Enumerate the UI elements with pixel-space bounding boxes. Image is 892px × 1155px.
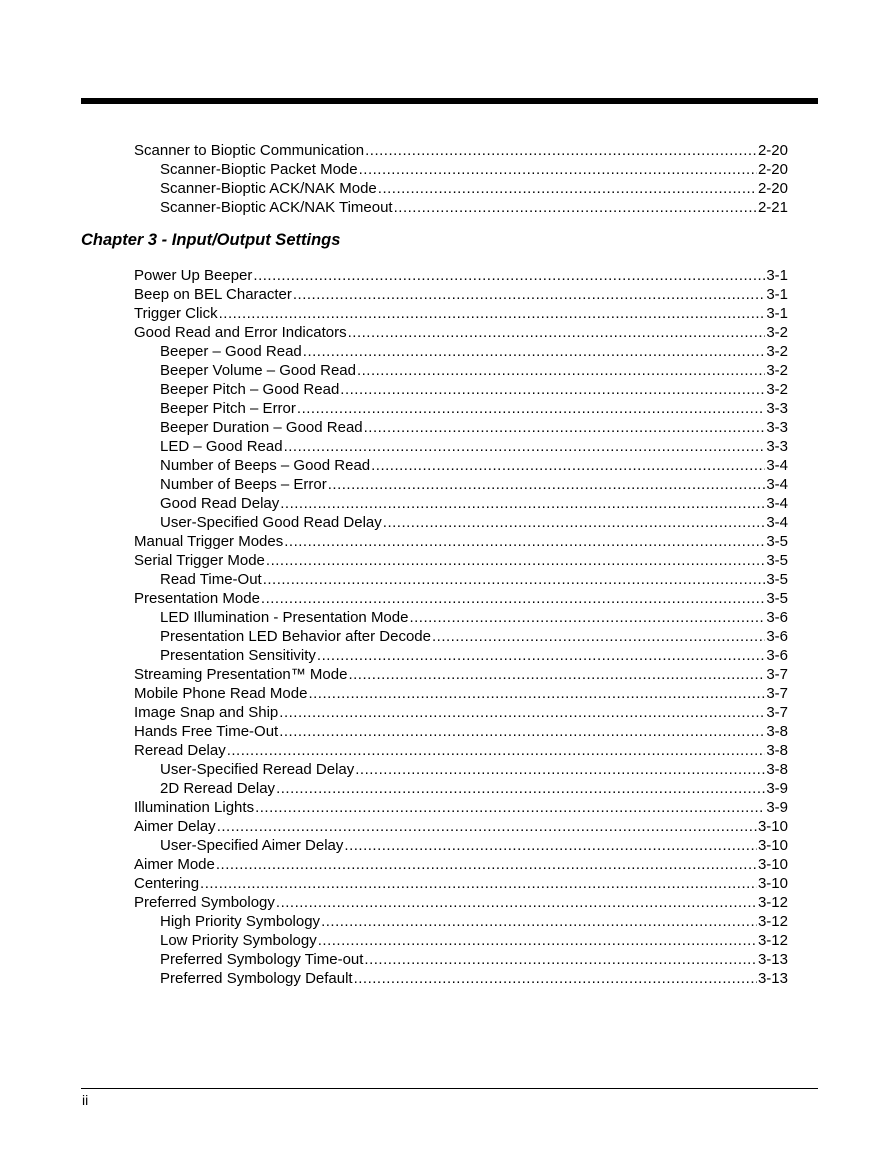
toc-entry-title: Aimer Mode (134, 856, 215, 873)
dot-leader (253, 266, 765, 285)
toc-entry-page: 3-9 (766, 799, 788, 816)
toc-entry-page: 3-6 (766, 647, 788, 664)
dot-leader (318, 931, 757, 950)
dot-leader (432, 627, 765, 646)
dot-leader (364, 950, 757, 969)
dot-leader (394, 198, 757, 217)
toc-entry[interactable] (134, 456, 788, 475)
toc-entry-page: 3-10 (757, 875, 788, 892)
toc-entry[interactable] (134, 855, 788, 874)
toc-entry-page: 3-2 (766, 324, 788, 341)
toc-entry[interactable] (134, 627, 788, 646)
toc-entry-title: Number of Beeps – Good Read (160, 457, 371, 474)
toc-entry[interactable] (134, 741, 788, 760)
toc-entry-page: 3-1 (766, 305, 788, 322)
toc-entry-page: 3-10 (757, 818, 788, 835)
toc-entry[interactable] (134, 323, 788, 342)
dot-leader (359, 160, 757, 179)
dot-leader (276, 779, 765, 798)
toc-entry[interactable] (134, 665, 788, 684)
dot-leader (216, 855, 757, 874)
dot-leader (261, 589, 765, 608)
dot-leader (308, 684, 765, 703)
dot-leader (279, 703, 765, 722)
dot-leader (383, 513, 766, 532)
toc-entry[interactable] (134, 475, 788, 494)
dot-leader (371, 456, 765, 475)
toc-entry-title: Beeper Pitch – Good Read (160, 381, 340, 398)
dot-leader (364, 418, 766, 437)
toc-entry[interactable] (134, 532, 788, 551)
toc-entry-title: Presentation Mode (134, 590, 260, 607)
dot-leader (344, 836, 757, 855)
dot-leader (293, 285, 765, 304)
toc-entry-page: 3-7 (766, 666, 788, 683)
toc-entry[interactable] (134, 836, 788, 855)
toc-entry-page: 3-2 (766, 343, 788, 360)
dot-leader (217, 817, 757, 836)
toc-entry-page: 3-12 (757, 913, 788, 930)
toc-entry-page: 3-10 (757, 856, 788, 873)
dot-leader (365, 141, 757, 160)
toc-entry-page: 3-8 (766, 761, 788, 778)
dot-leader (279, 722, 765, 741)
toc-entry-page: 3-5 (766, 590, 788, 607)
toc-entry[interactable] (134, 342, 788, 361)
dot-leader (348, 323, 766, 342)
toc-entry-page: 3-12 (757, 894, 788, 911)
dot-leader (317, 646, 765, 665)
toc-entry-title: User-Specified Reread Delay (160, 761, 355, 778)
toc-entry-title: Beeper Duration – Good Read (160, 419, 363, 436)
toc-entry-title: Image Snap and Ship (134, 704, 279, 721)
chapter-heading: Chapter 3 - Input/Output Settings (81, 231, 341, 249)
toc-entry[interactable] (134, 950, 788, 969)
toc-entry-title: Presentation Sensitivity (160, 647, 316, 664)
toc-entry[interactable] (134, 608, 788, 627)
toc-entry-title: Aimer Delay (134, 818, 216, 835)
toc-entry[interactable] (134, 304, 788, 323)
toc-entry-title: Trigger Click (134, 305, 218, 322)
toc-entry-page: 3-5 (766, 571, 788, 588)
toc-entry[interactable] (134, 684, 788, 703)
toc-entry-page: 3-2 (766, 362, 788, 379)
toc-entry[interactable] (134, 266, 788, 285)
toc-entry[interactable] (134, 285, 788, 304)
dot-leader (227, 741, 766, 760)
toc-entry-page: 2-20 (757, 180, 788, 197)
toc-entry-page: 3-4 (766, 476, 788, 493)
toc-entry[interactable] (134, 551, 788, 570)
toc-entry[interactable] (134, 912, 788, 931)
toc-entry-page: 3-13 (757, 951, 788, 968)
toc-entry-page: 3-5 (766, 552, 788, 569)
toc-entry-title: LED – Good Read (160, 438, 283, 455)
toc-entry-title: Scanner-Bioptic ACK/NAK Timeout (160, 199, 393, 216)
dot-leader (409, 608, 765, 627)
toc-entry-title: Beeper Pitch – Error (160, 400, 296, 417)
toc-entry-title: Low Priority Symbology (160, 932, 317, 949)
toc-chapter-3-entries (134, 266, 788, 988)
toc-entry-title: Preferred Symbology Time-out (160, 951, 364, 968)
toc-entry-page: 3-4 (766, 514, 788, 531)
toc-entry[interactable] (134, 361, 788, 380)
toc-entry-page: 3-1 (766, 267, 788, 284)
toc-entry-title: Manual Trigger Modes (134, 533, 284, 550)
toc-entry-page: 3-6 (766, 628, 788, 645)
dot-leader (348, 665, 765, 684)
dot-leader (284, 532, 765, 551)
header-rule (81, 98, 818, 104)
toc-entry[interactable] (134, 437, 788, 456)
toc-entry-title: Good Read and Error Indicators (134, 324, 347, 341)
toc-entry[interactable] (134, 760, 788, 779)
toc-entry-page: 3-3 (766, 438, 788, 455)
dot-leader (340, 380, 765, 399)
page-number: ii (82, 1092, 89, 1108)
toc-entry-title: High Priority Symbology (160, 913, 321, 930)
toc-entry[interactable] (134, 399, 788, 418)
toc-entry-title: Preferred Symbology Default (160, 970, 353, 987)
toc-entry-title: 2D Reread Delay (160, 780, 276, 797)
toc-entry[interactable] (134, 198, 788, 217)
toc-entry-title: Serial Trigger Mode (134, 552, 265, 569)
toc-entry-title: Beep on BEL Character (134, 286, 292, 303)
toc-entry[interactable] (134, 513, 788, 532)
toc-entry-page: 3-5 (766, 533, 788, 550)
toc-entry-page: 2-20 (757, 161, 788, 178)
toc-entry-page: 3-13 (757, 970, 788, 987)
toc-entry[interactable] (134, 380, 788, 399)
toc-entry-title: Centering (134, 875, 200, 892)
toc-entry-page: 3-7 (766, 704, 788, 721)
toc-entry-title: Scanner to Bioptic Communication (134, 142, 365, 159)
toc-entry-page: 3-2 (766, 381, 788, 398)
toc-entry-title: Number of Beeps – Error (160, 476, 327, 493)
toc-entry-page: 3-4 (766, 495, 788, 512)
toc-entry-page: 3-8 (766, 723, 788, 740)
toc-entry-title: Reread Delay (134, 742, 226, 759)
toc-entry-title: Beeper – Good Read (160, 343, 302, 360)
toc-entry-title: Good Read Delay (160, 495, 280, 512)
toc-entry-page: 3-4 (766, 457, 788, 474)
toc-entry-page: 3-7 (766, 685, 788, 702)
toc-entry-title: Hands Free Time-Out (134, 723, 279, 740)
dot-leader (219, 304, 766, 323)
dot-leader (255, 798, 765, 817)
toc-entry-title: Preferred Symbology (134, 894, 275, 911)
toc-entry[interactable] (134, 179, 788, 198)
toc-entry[interactable] (134, 418, 788, 437)
dot-leader (321, 912, 757, 931)
toc-entry-page: 3-3 (766, 400, 788, 417)
toc-entry[interactable] (134, 893, 788, 912)
toc-entry-title: Read Time-Out (160, 571, 262, 588)
toc-entry-page: 2-20 (757, 142, 788, 159)
toc-entry[interactable] (134, 722, 788, 741)
dot-leader (357, 361, 765, 380)
toc-entry-page: 2-21 (757, 199, 788, 216)
footer-rule (81, 1088, 818, 1089)
toc-entry[interactable] (134, 931, 788, 950)
toc-entry[interactable] (134, 646, 788, 665)
toc-entry[interactable] (134, 874, 788, 893)
toc-entry-title: Mobile Phone Read Mode (134, 685, 308, 702)
toc-entry[interactable] (134, 141, 788, 160)
toc-entry-page: 3-9 (766, 780, 788, 797)
toc-entry-title: Presentation LED Behavior after Decode (160, 628, 431, 645)
toc-entry-title: User-Specified Aimer Delay (160, 837, 344, 854)
toc-entry[interactable] (134, 160, 788, 179)
toc-entry-title: Illumination Lights (134, 799, 255, 816)
toc-entry[interactable] (134, 817, 788, 836)
dot-leader (284, 437, 766, 456)
toc-entry-page: 3-6 (766, 609, 788, 626)
toc-entry-title: Scanner-Bioptic ACK/NAK Mode (160, 180, 377, 197)
toc-entry-title: Streaming Presentation™ Mode (134, 666, 348, 683)
toc-entry[interactable] (134, 570, 788, 589)
toc-entry-page: 3-12 (757, 932, 788, 949)
toc-entry-title: Power Up Beeper (134, 267, 253, 284)
dot-leader (328, 475, 766, 494)
dot-leader (263, 570, 766, 589)
toc-previous-chapter-entries (134, 141, 788, 217)
toc-entry-title: LED Illumination - Presentation Mode (160, 609, 409, 626)
dot-leader (276, 893, 757, 912)
toc-entry-page: 3-8 (766, 742, 788, 759)
dot-leader (355, 760, 765, 779)
toc-entry[interactable] (134, 969, 788, 988)
toc-entry-page: 3-10 (757, 837, 788, 854)
dot-leader (280, 494, 765, 513)
toc-entry[interactable] (134, 779, 788, 798)
dot-leader (297, 399, 765, 418)
toc-entry[interactable] (134, 589, 788, 608)
toc-entry[interactable] (134, 494, 788, 513)
toc-entry[interactable] (134, 703, 788, 722)
toc-entry-page: 3-1 (766, 286, 788, 303)
toc-entry-title: Scanner-Bioptic Packet Mode (160, 161, 358, 178)
toc-entry-page: 3-3 (766, 419, 788, 436)
dot-leader (266, 551, 765, 570)
dot-leader (200, 874, 757, 893)
dot-leader (303, 342, 766, 361)
toc-entry-title: User-Specified Good Read Delay (160, 514, 382, 531)
toc-entry[interactable] (134, 798, 788, 817)
dot-leader (378, 179, 757, 198)
dot-leader (354, 969, 757, 988)
toc-entry-title: Beeper Volume – Good Read (160, 362, 356, 379)
